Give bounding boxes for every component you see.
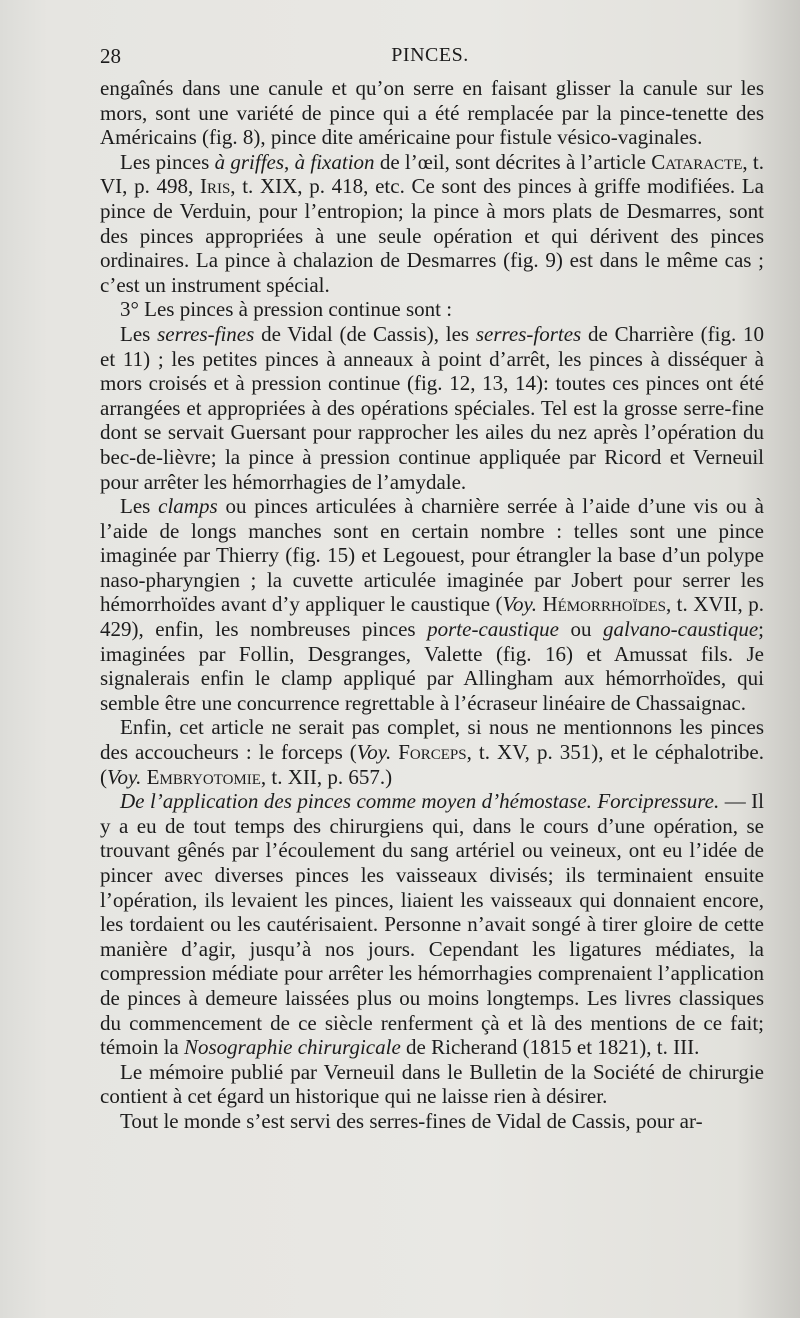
italic-run: De l’application des pinces comme moyen d’hémostase. Forcipressure.: [120, 789, 720, 814]
text-run: — Il y a eu de tout temps des chirurgiens qui, dans le cours d’une opération, se trouvant gênés par l’écoulement du sang artériel ou veineux, ont eu l’idée de pincer avec diverses pinces les vaisseaux divisés; ils terminaient ensuite l’opération, ils levaient les pinces, liaient les vaisseaux qui donnaient encore, les tordaient ou les cautérisaient. Personne n’avait songé à tirer gloire de cette manière d’agir, jusqu’à nos jours. Cependant les ligatures médiates, la compression médiate pour arrêter les hémorrhagies comprenaient l’application de pinces à demeure laissées plus ou moins longtemps. Les livres classiques du commencement de ce siècle renferment çà et là des mentions de ce fait; témoin la: [100, 789, 764, 1060]
text-run: de l’œil, sont décrites à l’article: [374, 149, 652, 174]
italic-run: galvano-caustique: [603, 617, 759, 642]
paragraph: [100, 150, 764, 298]
page-number: 28: [100, 44, 121, 68]
paragraph: [100, 1060, 764, 1109]
italic-run: Nosographie chirurgicale: [183, 1035, 401, 1060]
text-run: Le mémoire publié par Verneuil dans le Bulletin de la Société de chirurgie contient à cet égard un historique qui ne laisse rien à désirer.: [100, 1059, 764, 1109]
small-caps-run: Iris: [199, 174, 231, 199]
text-run: de Richerand (1815 et 1821), t. III.: [400, 1035, 700, 1060]
text-run: , t. XVII, p. 429), enfin, les nombreuses pinces: [100, 592, 765, 642]
text-run: ,: [284, 149, 295, 174]
text-run: ; imaginées par Follin, Desgranges, Valette (fig. 16) et Amussat fils. Je signalerais enfin le clamp appliqué par Allingham aux hémorrhoïdes, qui semble être une concurrence regrettable à l’écraseur linéaire de Chassaignac.: [100, 617, 764, 715]
text-run: ou: [558, 617, 604, 642]
italic-run: porte-caustique: [427, 617, 559, 642]
italic-run: serres-fines: [157, 321, 255, 346]
paragraph: [100, 1109, 764, 1134]
text-run: Les pinces: [120, 149, 215, 174]
text-run: 3° Les pinces à pression continue sont :: [120, 297, 453, 322]
text-run: , t. XIX, p. 418, etc. Ce sont des pinces à griffe modifiées. La pince de Verduin, pour l’entropion; la pince à mors plats de Desmarres, sont des pinces appropriées à une seule opération et qui dérivent des pinces ordinaires. La pince à chalazion de Desmarres (fig. 9) est dans le même cas ; c’est un instrument spécial.: [100, 174, 764, 297]
small-caps-run: Hémorrhoïdes: [542, 592, 666, 617]
paragraph: [100, 494, 764, 715]
text-run: ou pinces articulées à charnière serrée à l’aide d’une vis ou à l’aide de longs manches sont en certain nombre : telles sont une pince imaginée par Thierry (fig. 15) et Legouest, pour étrangler la base d’un polype naso-pharyngien ; la cuvette articulée imaginée par Jobert pour serrer les hémorrhoïdes avant d’y appliquer le caustique (: [100, 494, 764, 617]
italic-run: à griffes: [214, 149, 285, 174]
paragraph: [100, 715, 764, 789]
body-text: [100, 76, 764, 1134]
small-caps-run: Forceps: [398, 740, 467, 765]
italic-run: clamps: [158, 494, 218, 519]
italic-run: Voy.: [107, 764, 142, 789]
text-run: Les: [120, 321, 158, 346]
text-run: Enfin, cet article ne serait pas complet, si nous ne mentionnons les pinces des accoucheurs : le forceps (: [100, 715, 764, 765]
paragraph: [100, 789, 764, 1060]
paragraph: [100, 76, 764, 150]
text-run: , t. XV, p. 351), et le céphalotribe. (: [100, 740, 764, 789]
paragraph: [100, 322, 764, 494]
text-run: Tout le monde s’est servi des serres-fines de Vidal de Cassis, pour ar-: [120, 1108, 703, 1133]
paragraph: [100, 297, 764, 322]
italic-run: Voy.: [502, 592, 537, 617]
italic-run: serres-fortes: [475, 321, 582, 346]
page-header: [100, 44, 760, 74]
small-caps-run: Embryotomie: [146, 764, 261, 789]
text-run: , t. XII, p. 657.): [260, 764, 393, 789]
italic-run: à fixation: [294, 149, 375, 174]
text-run: , t. VI, p. 498,: [100, 149, 764, 199]
text-run: engaînés dans une canule et qu’on serre en faisant glisser la canule sur les mors, sont une variété de pince qui a été remplacée par la pince-tenette des Américains (fig. 8), pince dite américaine pour fistule vésico-vaginales.: [100, 76, 764, 150]
running-title: PINCES.: [391, 44, 469, 66]
italic-run: Voy.: [356, 740, 392, 765]
small-caps-run: Cataracte: [651, 149, 743, 174]
text-run: Les: [120, 494, 159, 519]
text-run: de Charrière (fig. 10 et 11) ; les petites pinces à anneaux à point d’arrêt, les pinces à disséquer à mors croisés et à pression continue (fig. 12, 13, 14): toutes ces pinces ont été arrangées et appropriées à des opérations spéciales. Tel est la grosse serre-fine dont se servait Guersant pour rapprocher les ailes du nez après l’opération du bec-de-lièvre; la pince à pression continue appliquée par Ricord et Verneuil pour arrêter les hémorrhagies de l’amydale.: [100, 321, 764, 494]
text-run: de Vidal (de Cassis), les: [254, 321, 476, 346]
